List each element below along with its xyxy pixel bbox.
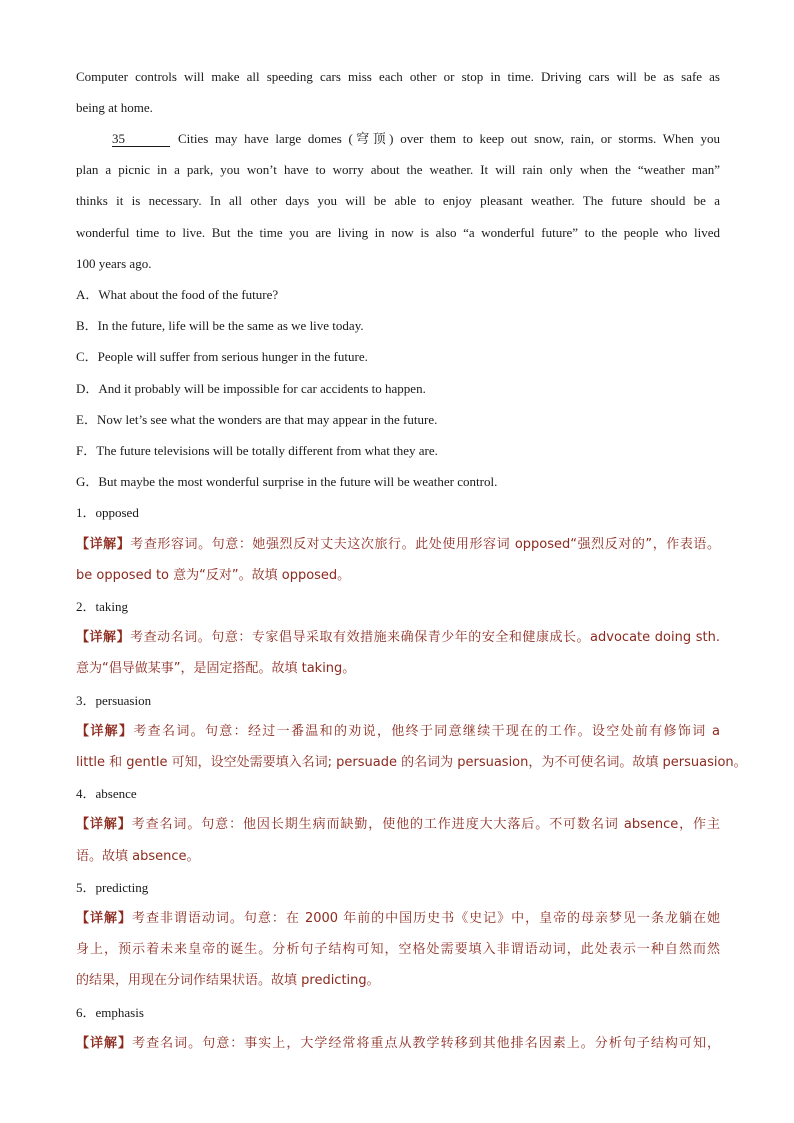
passage-text: Cities may have large domes (穹顶) over them to keep out snow, rain, or storms. When you [178, 131, 720, 146]
detail-text: 考查动名词。句意：专家倡导采取有效措施来确保青少年的安全和健康成长。advocate doing sth. [130, 630, 720, 645]
passage-line-with-blank [76, 131, 720, 147]
detail-line [76, 537, 720, 553]
detail-tag: 【详解】 [76, 911, 132, 926]
answer-blank[interactable]: 35 [112, 132, 170, 147]
detail-line: 语。故填 absence。 [76, 849, 200, 864]
detail-tag: 【详解】 [76, 724, 134, 739]
answer-label: 4．absence [76, 786, 137, 801]
answer-label: 2．taking [76, 599, 128, 614]
passage-line: thinks it is necessary. In all other days you will be able to enjoy pleasant weather. The future should be a [76, 193, 720, 208]
detail-text: 考查名词。句意：他因长期生病而缺勤，使他的工作进度大大落后。不可数名词 absence，作主 [131, 817, 720, 832]
option-c: C．People will suffer from serious hunger in the future. [76, 349, 368, 364]
detail-line [76, 724, 720, 740]
passage-line: being at home. [76, 100, 153, 115]
detail-line: 意为“倡导做某事”，是固定搭配。故填 taking。 [76, 661, 356, 676]
detail-text: 考查形容词。句意：她强烈反对丈夫这次旅行。此处使用形容词 opposed“强烈反对的”，作表语。 [130, 537, 720, 552]
option-f: F．The future televisions will be totally different from what they are. [76, 443, 438, 458]
detail-line: 身上，预示着未来皇帝的诞生。分析句子结构可知，空格处需要填入非谓语动词，此处表示一种自然而然 [76, 942, 720, 957]
option-a: A．What about the food of the future? [76, 287, 279, 302]
detail-line [76, 817, 720, 833]
detail-line [76, 911, 720, 927]
detail-line [76, 630, 720, 646]
detail-tag: 【详解】 [76, 817, 132, 832]
passage-line: Computer controls will make all speeding cars miss each other or stop in time. Driving cars will be as safe as [76, 69, 720, 84]
option-b: B．In the future, life will be the same as we live today. [76, 318, 364, 333]
option-g: G．But maybe the most wonderful surprise in the future will be weather control. [76, 474, 498, 489]
answer-label: 5．predicting [76, 880, 149, 895]
detail-line: 的结果，用现在分词作结果状语。故填 predicting。 [76, 973, 380, 988]
detail-line [76, 1036, 720, 1052]
detail-text: 考查名词。句意：事实上，大学经常将重点从教学转移到其他排名因素上。分析句子结构可知， [132, 1036, 720, 1051]
detail-tag: 【详解】 [76, 537, 131, 552]
answer-label: 1．opposed [76, 505, 139, 520]
option-d: D．And it probably will be impossible for car accidents to happen. [76, 381, 426, 396]
passage-line: 100 years ago. [76, 256, 152, 271]
detail-text: 考查名词。句意：经过一番温和的劝说，他终于同意继续干现在的工作。设空处前有修饰词 a [133, 724, 720, 739]
passage-line: plan a picnic in a park, you won’t have to worry about the weather. It will rain only when the “weather man” [76, 162, 720, 177]
detail-tag: 【详解】 [76, 630, 131, 645]
answer-label: 3．persuasion [76, 693, 152, 708]
detail-tag: 【详解】 [76, 1036, 133, 1051]
detail-line: be opposed to 意为“反对”。故填 opposed。 [76, 568, 351, 583]
answer-label: 6．emphasis [76, 1005, 144, 1020]
detail-line: little 和 gentle 可知，设空处需要填入名词; persuade 的名词为 persuasion，为不可使名词。故填 persuasion。 [76, 755, 747, 770]
detail-text: 考查非谓语动词。句意：在 2000 年前的中国历史书《史记》中，皇帝的母亲梦见一条龙躺在她 [131, 911, 720, 926]
option-e: E．Now let’s see what the wonders are that may appear in the future. [76, 412, 438, 427]
passage-line: wonderful time to live. But the time you are living in now is also “a wonderful future” to the people who lived [76, 225, 720, 240]
